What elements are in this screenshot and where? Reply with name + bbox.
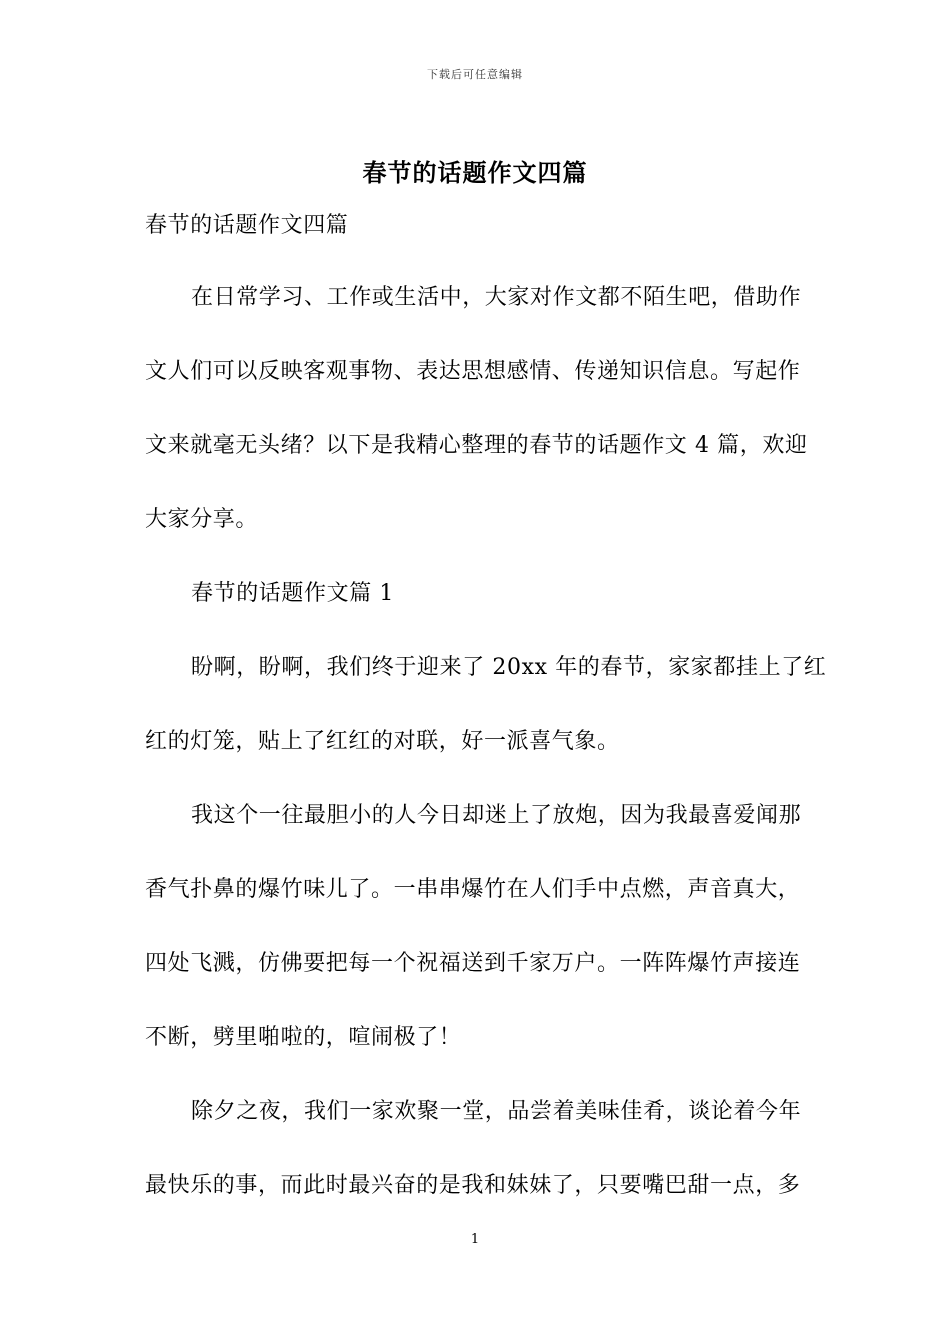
paragraph-line: 盼啊，盼啊，我们终于迎来了 20xx 年的春节，家家都挂上了红 xyxy=(191,655,827,680)
paragraph-line: 文人们可以反映客观事物、表达思想感情、传递知识信息。写起作 xyxy=(145,359,801,384)
paragraph-line: 大家分享。 xyxy=(145,507,259,532)
paragraph-line: 除夕之夜，我们一家欢聚一堂，品尝着美味佳肴，谈论着今年 xyxy=(191,1099,802,1124)
paragraph-line: 香气扑鼻的爆竹味儿了。一串串爆竹在人们手中点燃，声音真大， xyxy=(145,877,801,902)
paragraph-line: 四处飞溅，仿佛要把每一个祝福送到千家万户。一阵阵爆竹声接连 xyxy=(145,951,801,976)
paragraph-line: 最快乐的事，而此时最兴奋的是我和妹妹了，只要嘴巴甜一点，多 xyxy=(145,1173,801,1198)
paragraph-line: 红的灯笼，贴上了红红的对联，好一派喜气象。 xyxy=(145,729,620,754)
page-header: 下载后可任意编辑 xyxy=(427,68,523,81)
paragraph-line: 不断，劈里啪啦的，喧闹极了！ xyxy=(145,1025,462,1050)
document-title: 春节的话题作文四篇 xyxy=(362,158,588,187)
paragraph-line: 在日常学习、工作或生活中，大家对作文都不陌生吧，借助作 xyxy=(191,285,802,310)
document-body xyxy=(145,206,827,1240)
paragraph-line: 我这个一往最胆小的人今日却迷上了放炮，因为我最喜爱闻那 xyxy=(191,803,802,828)
paragraph-line: 文来就毫无头绪？以下是我精心整理的春节的话题作文 4 篇，欢迎 xyxy=(145,433,808,458)
subtitle-line: 春节的话题作文四篇 xyxy=(145,213,349,238)
page-number: 1 xyxy=(470,1232,480,1247)
section-heading: 春节的话题作文篇 1 xyxy=(191,581,394,606)
